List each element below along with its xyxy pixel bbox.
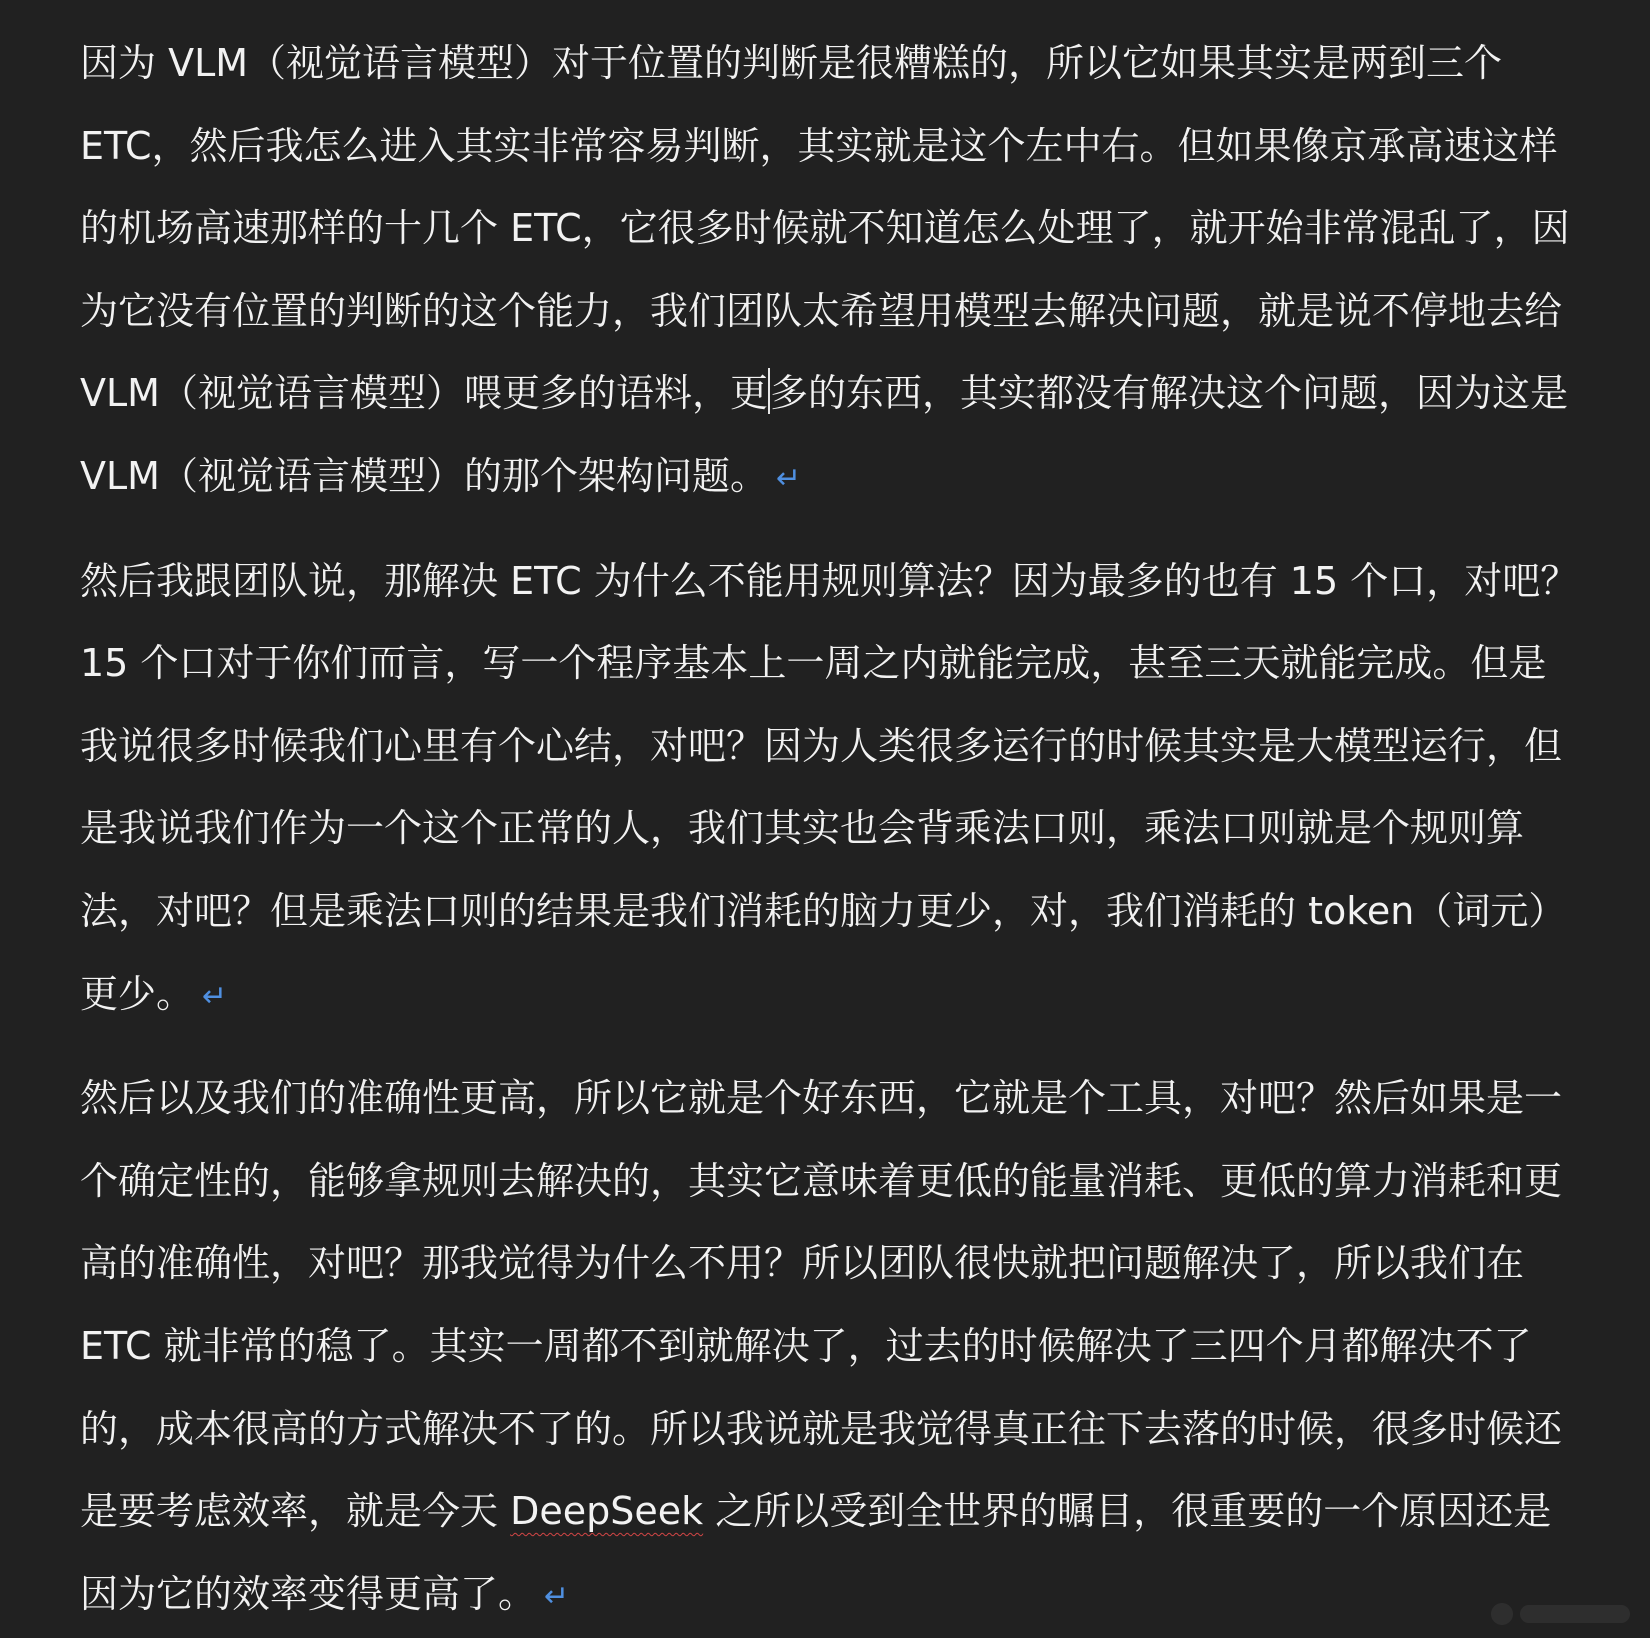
paragraph-2[interactable] xyxy=(80,540,1580,1039)
paragraph-2-text: 然后我跟团队说，那解决 ETC 为什么不能用规则算法？因为最多的也有 15 个口，对吧？ 15 个口对于你们而言，写一个程序基本上一周之内就能完成，甚至三天就能完成。但是我说很多时候我们心里有个心结，对吧？因为人类很多运行的时候其实是大模型运行，但是我说我们作为一个这个正常的人，我们其实也会背乘法口则，乘法口则就是个规则算法，对吧？但是乘法口则的结果是我们消耗的脑力更少，对，我们消耗的 token（词元）更少。 xyxy=(80,558,1579,1016)
paragraph-1-text-before-caret: 因为 VLM（视觉语言模型）对于位置的判断是很糟糕的，所以它如果其实是两到三个 ETC，然后我怎么进入其实非常容易判断，其实就是这个左中右。但如果像京承高速这样的机场高速那样的十几个 ETC，它很多时候就不知道怎么处理了，就开始非常混乱了，因为它没有位置的判断的这个能力，我们团队太希望用模型去解决问题，就是说不停地去给 VLM（视觉语言模型）喂更多的语料，更 xyxy=(80,41,1570,416)
paragraph-mark-icon: ↵ xyxy=(775,460,802,496)
paragraph-3-text-before: 然后以及我们的准确性更高，所以它就是个好东西，它就是个工具，对吧？然后如果是一个确定性的，能够拿规则去解决的，其实它意味着更低的能量消耗、更低的算力消耗和更高的准确性，对吧？那我觉得为什么不用？所以团队很快就把问题解决了，所以我们在 ETC 就非常的稳了。其实一周都不到就解决了，过去的时候解决了三四个月都解决不了的，成本很高的方式解决不了的。所以我说就是我觉得真正往下去落的时候，很多时候还是要考虑效率，就是今天 xyxy=(80,1076,1563,1534)
paragraph-1-text-after-caret: 多的东西，其实都没有解决这个问题，因为这是 VLM（视觉语言模型）的那个架构问题。 xyxy=(80,371,1568,498)
paragraph-1[interactable] xyxy=(80,22,1580,521)
document-body[interactable] xyxy=(80,22,1580,1638)
watermark-icon xyxy=(1488,1596,1638,1632)
paragraph-3[interactable] xyxy=(80,1057,1580,1638)
paragraph-mark-icon: ↵ xyxy=(544,1578,570,1614)
paragraph-3-text-after: 之所以受到全世界的瞩目，很重要的一个原因还是因为它的效率变得更高了。 xyxy=(80,1489,1552,1616)
paragraph-mark-icon: ↵ xyxy=(202,978,228,1014)
spellcheck-flagged-word[interactable]: DeepSeek xyxy=(510,1489,704,1534)
